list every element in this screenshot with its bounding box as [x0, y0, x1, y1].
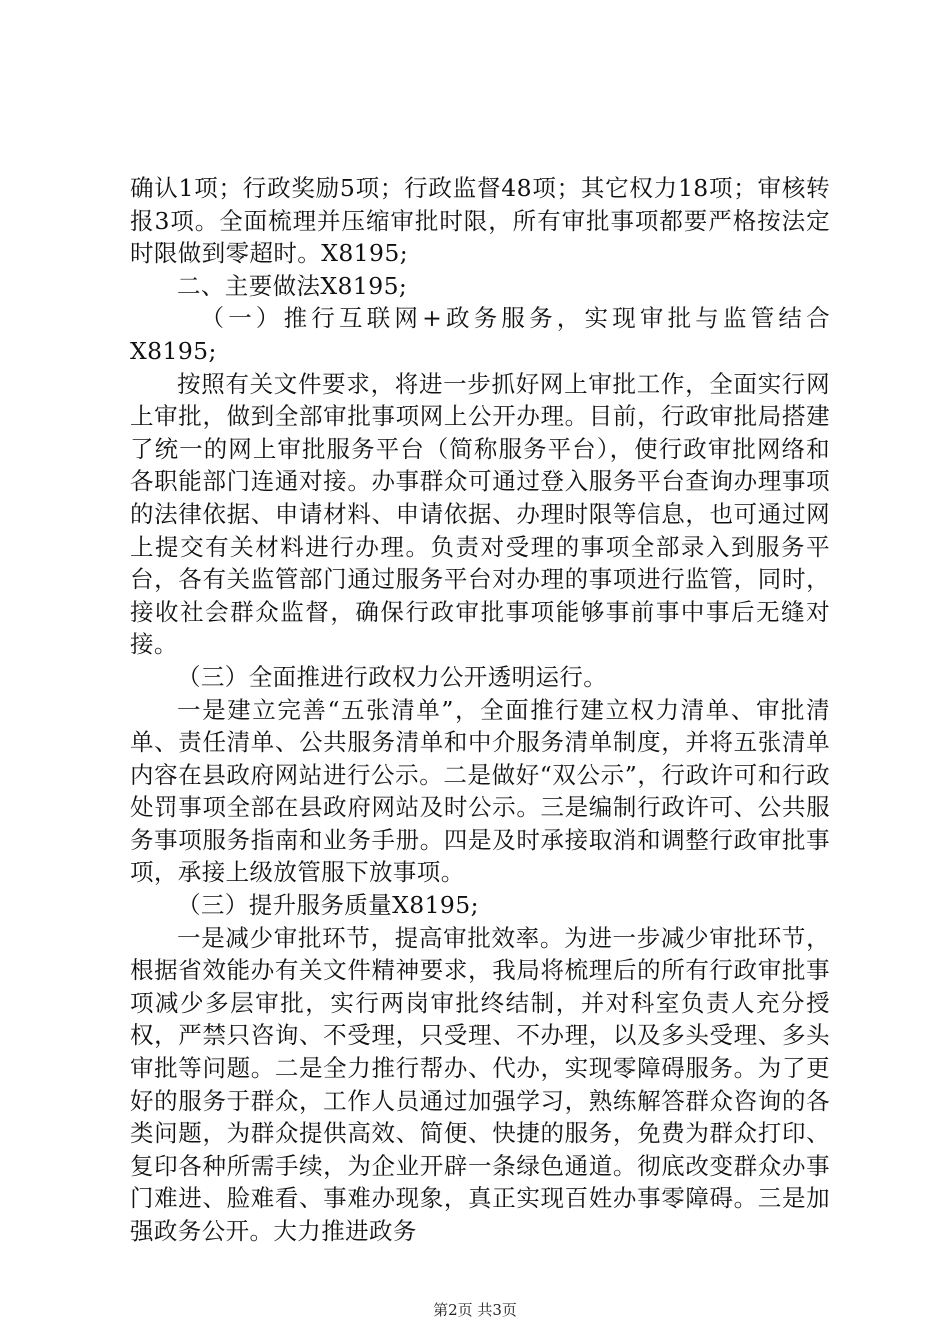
document-body: [130, 172, 830, 1248]
subsection-heading-service-quality: （三）提升服务质量X8195;: [177, 891, 479, 920]
paragraph-five-lists: 一是建立完善“五张清单”，全面推行建立权力清单、审批清单、责任清单、公共服务清单和中介服务清单制度，并将五张清单内容在县政府网站进行公示。二是做好“双公示”，行政许可和行政处罚事项全部在县政府网站及时公示。三是编制行政许可、公共服务事项服务指南和业务手册。四是及时承接取消和调整行政审批事项，承接上级放管服下放事项。: [130, 695, 830, 887]
subsection-heading-internet-services: （一）推行互联网+政务服务，实现审批与监管结合X8195;: [130, 304, 830, 365]
page-number-footer: 第2页 共3页: [433, 1301, 517, 1319]
subsection-heading-transparency: （三）全面推进行政权力公开透明运行。: [177, 662, 608, 691]
paragraph-continuation: 确认1项；行政奖励5项；行政监督48项；其它权力18项；审核转报3项。全面梳理并压缩审批时限，所有审批事项都要严格按法定时限做到零超时。X8195;: [130, 174, 830, 268]
paragraph-online-approval: 按照有关文件要求，将进一步抓好网上审批工作，全面实行网上审批，做到全部审批事项网上公开办理。目前，行政审批局搭建了统一的网上审批服务平台（简称服务平台），使行政审批网络和各职能部门连通对接。办事群众可通过登入服务平台查询办理事项的法律依据、申请材料、申请依据、办理时限等信息，也可通过网上提交有关材料进行办理。负责对受理的事项全部录入到服务平台，各有关监管部门通过服务平台对办理的事项进行监管，同时，接收社会群众监督，确保行政审批事项能够事前事中事后无缝对接。: [130, 369, 830, 659]
section-heading-methods: 二、主要做法X8195;: [177, 271, 408, 300]
paragraph-service-improvements: 一是减少审批环节，提高审批效率。为进一步减少审批环节，根据省效能办有关文件精神要求，我局将梳理后的所有行政审批事项减少多层审批，实行两岗审批终结制，并对科室负责人充分授权，严禁只咨询、不受理，只受理、不办理，以及多头受理、多头审批等问题。二是全力推行帮办、代办，实现零障碍服务。为了更好的服务于群众，工作人员通过加强学习，熟练解答群众咨询的各类问题，为群众提供高效、简便、快捷的服务，免费为群众打印、复印各种所需手续，为企业开辟一条绿色通道。彻底改变群众办事门难进、脸难看、事难办现象，真正实现百姓办事零障碍。三是加强政务公开。大力推进政务: [130, 923, 830, 1245]
